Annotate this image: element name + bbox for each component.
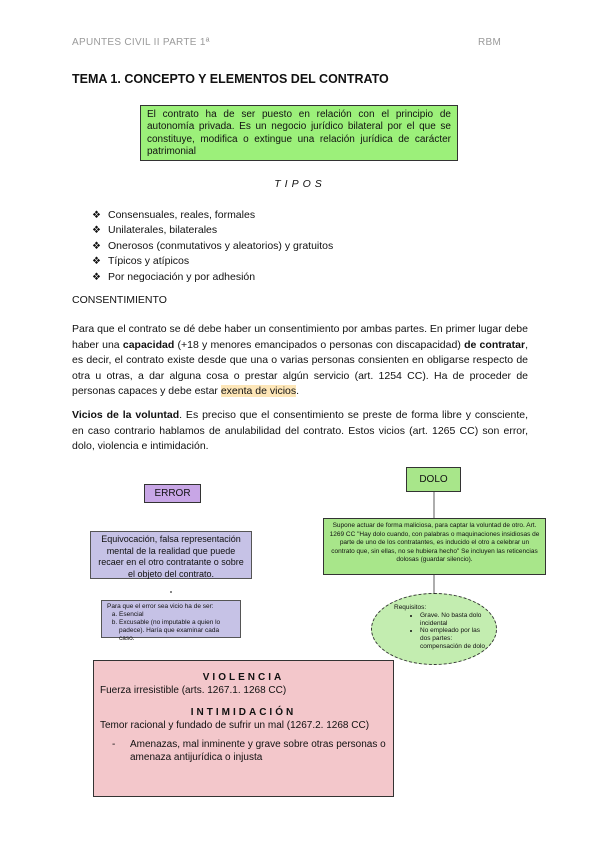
diamond-bullet-icon: ❖ [92, 256, 101, 268]
violencia-text: Fuerza irresistible (arts. 1267.1. 1268 CC) [100, 685, 287, 696]
list-item: ❖ Típicos y atípicos [92, 254, 333, 269]
diamond-bullet-icon: ❖ [92, 210, 101, 221]
list-item: • Grave. No basta dolo incidental [420, 612, 486, 628]
list-item: - Amenazas, mal inminente y grave sobre otras personas o amenaza antijurídica o injusta [118, 738, 387, 764]
consentimiento-paragraph: Para que el contrato se dé debe haber un consentimiento por ambas partes. En primer lugar debe haber una capacidad (+18 y menores emancipados o personas con discapacidad) de contratar, es decir, el contrato existe desde que una o varias personas consienten en obligarse respecto de otra u otras, a dar alguna cosa o prestar algún servicio (art. 1254 CC). Ha de proceder de personas capaces y debe estar exenta de vicios. [72, 323, 528, 398]
violencia-heading: VIOLENCIA [202, 672, 285, 683]
vicios-paragraph: Vicios de la voluntad. Es preciso que el consentimiento se preste de forma libre y consciente, en caso contrario hablamos de anulabilidad del contrato. Estos vicios (art. 1265 CC) son error, dolo, violencia e intimidación. [72, 409, 528, 453]
error-requirements: Para que el error sea vicio ha de ser: a. Esencial b. Excusable (no imputable a quien lo padece). Haría que examinar cada caso. [101, 600, 241, 638]
header-left: APUNTES CIVIL II PARTE 1ª [72, 37, 210, 48]
consentimiento-heading: CONSENTIMIENTO [72, 294, 167, 306]
error-description: Equivocación, falsa representación mental de la realidad que puede recaer en el otro contratante o sobre el objeto del contrato. [90, 531, 252, 579]
dolo-requirements: Requisitos: • Grave. No basta dolo incidental • No empleado por las dos partes: compensación de dolo [371, 593, 497, 665]
diamond-bullet-icon: ❖ [92, 225, 101, 237]
dot-mark [170, 591, 172, 593]
list-item: ❖ Unilaterales, bilaterales [92, 223, 333, 238]
list-item: a. Esencial [119, 611, 235, 619]
violencia-box [93, 660, 394, 797]
definition-box: El contrato ha de ser puesto en relación con el principio de autonomía privada. Es un negocio jurídico bilateral por el que se constituye, modifica o extingue una relación jurídica de carácter patrimonial [140, 105, 458, 161]
dolo-box: DOLO [406, 467, 461, 492]
tipos-heading: TIPOS [274, 178, 326, 190]
dolo-description: Supone actuar de forma maliciosa, para captar la voluntad de otro. Art. 1269 CC "Hay dolo cuando, con palabras o maquinaciones insidiosas de parte de uno de los contratantes, es inducido el otro a celebrar un contrato que, sin ellas, no se hubiera hecho" Se incluyen las reticencias dolosas (guardar silencio). [323, 518, 546, 575]
list-item: • No empleado por las dos partes: compensación de dolo [420, 627, 486, 650]
list-item: b. Excusable (no imputable a quien lo padece). Haría que examinar cada caso. [119, 619, 235, 643]
list-item: ❖ Consensuales, reales, formales [92, 208, 333, 223]
error-box: ERROR [144, 484, 201, 503]
intimidacion-heading: INTIMIDACIÓN [190, 707, 297, 718]
diamond-bullet-icon: ❖ [92, 271, 101, 283]
list-item: ❖ Onerosos (conmutativos y aleatorios) y gratuitos [92, 239, 333, 254]
highlight-exenta: exenta de vicios [220, 385, 297, 398]
list-item: ❖ Por negociación y por adhesión [92, 270, 333, 285]
intimidacion-text: Temor racional y fundado de sufrir un mal (1267.2. 1268 CC) [100, 720, 370, 731]
header-right: RBM [478, 37, 502, 48]
page-title: TEMA 1. CONCEPTO Y ELEMENTOS DEL CONTRATO [72, 72, 389, 86]
diamond-bullet-icon: ❖ [92, 240, 101, 252]
